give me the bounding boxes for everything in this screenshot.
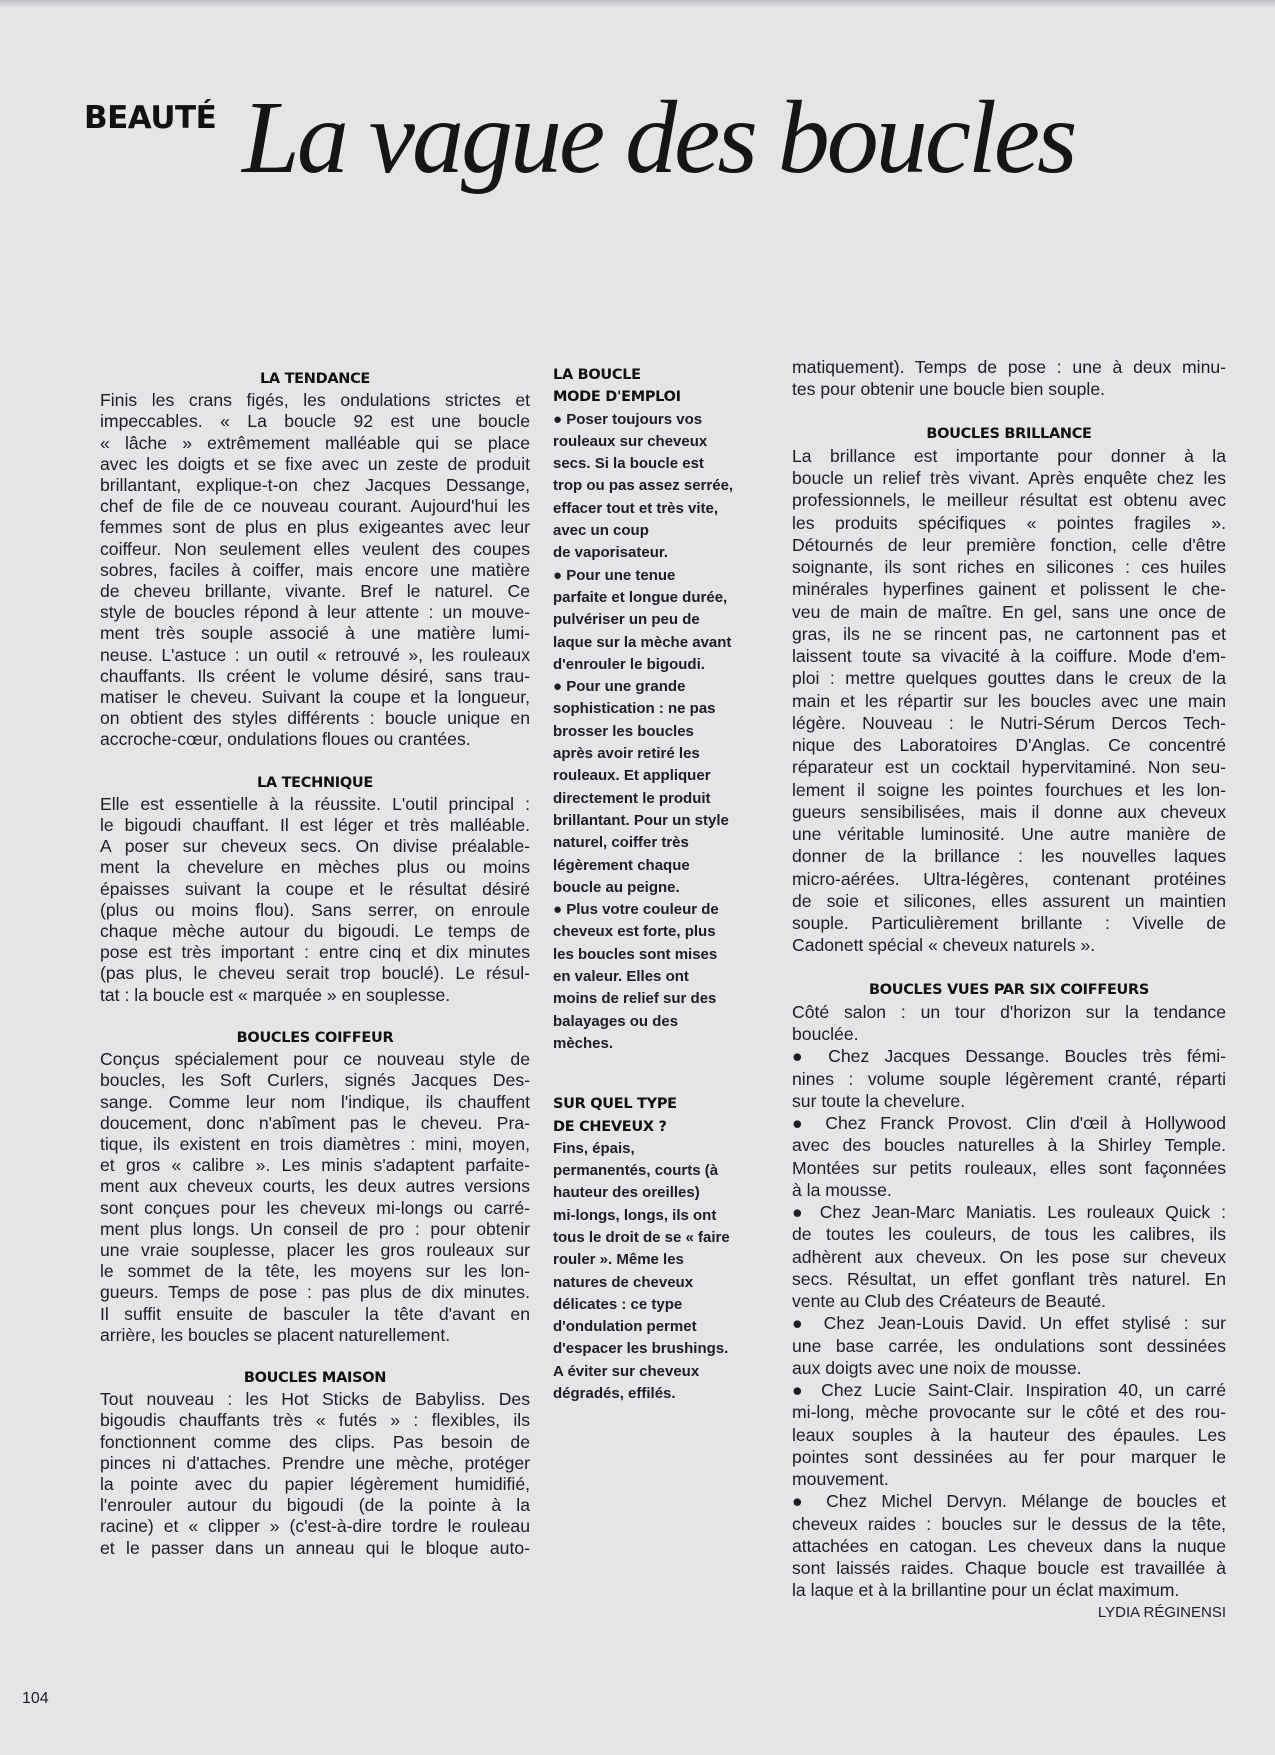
text-line: adhèrent aux cheveux. On les pose sur cheveux	[792, 1246, 1226, 1267]
text-line: laissent toute sa vivacité à la coiffure. Mode d'em-	[792, 646, 1226, 666]
text-line: en valeur. Elles ont	[553, 968, 689, 986]
text-line: souple. Particulièrement brillante : Vivelle de	[792, 913, 1226, 933]
text-line: mi-longs, longs, ils ont	[553, 1206, 717, 1224]
text-line: main et les répartir sur les boucles avec une main	[792, 690, 1226, 711]
text-line: micro-aérées. Ultra-légères, contenant protéines	[792, 868, 1226, 889]
text-line: réparateur est un cocktail hypervitaminé. Non seu-	[792, 757, 1226, 778]
text-line: épaisses suivant la coupe et le résultat désiré	[100, 878, 530, 899]
text-line: délicates : ce type	[553, 1295, 683, 1313]
text-line: pinces ni d'attaches. Prendre une mèche, protéger	[100, 1452, 530, 1473]
text-line: tes pour obtenir une boucle bien souple.	[792, 379, 1106, 400]
text-line: Cadonett spécial « cheveux naturels ».	[792, 935, 1096, 956]
text-line: soignante, ils sont riches en silicones : ces huiles	[792, 557, 1226, 577]
text-line: brillantant. Pour un style	[553, 811, 729, 829]
text-line: Conçus spécialement pour ce nouveau style de	[100, 1049, 530, 1070]
author-signature: LYDIA RÉGINENSI	[1097, 1603, 1226, 1621]
article-section	[100, 1368, 530, 1559]
text-line: mi-long, mèche provocante sur le côté et des rou-	[792, 1402, 1226, 1423]
text-line: Tout nouveau : les Hot Sticks de Babyliss. Des	[100, 1389, 530, 1410]
text-line: boucle au peigne.	[553, 878, 680, 896]
text-line: doucement, donc n'abîment pas le cheveu. Pra-	[100, 1112, 530, 1133]
text-line: parfaite et longue durée,	[553, 588, 728, 606]
text-line: ment plus longs. Un conseil de pro : pour obtenir	[100, 1218, 530, 1239]
text-line: brillantant, explique-t-on chez Jacques Dessange,	[100, 475, 530, 496]
text-line: ● Plus votre couleur de	[553, 901, 719, 919]
text-line: on obtient des styles différents : boucle unique en	[100, 708, 530, 729]
text-line: de vaporisateur.	[553, 544, 669, 562]
text-line: Elle est essentielle à la réussite. L'outil principal :	[100, 793, 530, 814]
text-line: le sommet de la tête, les moyens sur les lon-	[100, 1261, 530, 1282]
text-line: rouleaux. Et appliquer	[553, 767, 711, 785]
text-line: gueurs sensibilisées, mais il donne aux cheveux	[792, 801, 1226, 822]
text-line: d'espacer les brushings.	[553, 1340, 729, 1358]
text-line: leaux souples à la hauteur des épaules. Les	[792, 1424, 1226, 1445]
column-2-sidebar	[553, 364, 765, 1405]
text-line: balayages ou des	[553, 1012, 679, 1030]
text-line: tique, ils existent en trois diamètres : mini, moyen,	[100, 1133, 530, 1154]
text-line: ● Chez Franck Provost. Clin d'œil à Hollywood	[792, 1113, 1226, 1133]
text-line: ploi : mettre quelques gouttes dans le creux de la	[792, 668, 1226, 689]
text-line: fonctionnent comme des clips. Pas besoin de	[100, 1431, 530, 1452]
text-line: ● Chez Jean-Louis David. Un effet stylisé : sur	[792, 1313, 1226, 1334]
text-line: de cheveu brillante, vivante. Bref le naturel. Ce	[100, 581, 530, 602]
text-line: bouclée.	[792, 1024, 859, 1044]
article-section	[553, 364, 765, 1055]
text-line: naturel, coiffer très	[553, 834, 689, 852]
text-line: d'enrouler le bigoudi.	[553, 655, 705, 673]
column-1	[100, 369, 530, 1559]
article-section	[792, 979, 1226, 1602]
text-line: Détournés de leur première fonction, celle d'être	[792, 534, 1226, 555]
text-line: Finis les crans figés, les ondulations strictes et	[100, 390, 530, 411]
section-heading: BOUCLES BRILLANCE	[926, 425, 1092, 442]
text-line: accroche-cœur, ondulations floues ou crantées.	[100, 729, 471, 750]
text-line: (pas plus, le cheveu serait trop bouclé). Le résul-	[100, 963, 530, 984]
text-line: avec des boucles naturelles à la Shirley Temple.	[792, 1135, 1226, 1156]
text-line: boucle un relief très vivant. Après enquête chez les	[792, 468, 1226, 488]
text-line: mèches.	[553, 1034, 614, 1052]
text-line: rouleaux sur cheveux	[553, 432, 708, 450]
text-line: effacer tout et très vite,	[553, 499, 719, 517]
text-line: trop ou pas assez serrée,	[553, 477, 734, 495]
text-line: brosser les boucles	[553, 722, 694, 740]
section-heading: DE CHEVEUX ?	[553, 1118, 667, 1135]
article-section	[792, 356, 1226, 401]
text-line: neuse. L'astuce : un outil « retrouvé », les rouleaux	[100, 644, 530, 665]
text-line: gras, ils ne se rincent pas, ne cartonnent pas et	[792, 623, 1226, 644]
text-line: une vraie souplesse, placer les gros rouleaux sur	[100, 1239, 530, 1260]
text-line: la laque et à la brillantine pour un éclat maximum.	[792, 1580, 1180, 1601]
text-line: et gros « calibre ». Les minis s'adaptent parfaite-	[100, 1155, 530, 1176]
article-section	[553, 1093, 765, 1405]
text-line: d'ondulation permet	[553, 1318, 697, 1336]
text-line: style de boucles répond à leur attente : un mouve-	[100, 602, 530, 623]
text-line: pose est très important : entre cinq et dix minutes	[100, 942, 530, 963]
text-line: tous le droit de se « faire	[553, 1228, 730, 1246]
text-line: à la mousse.	[792, 1179, 892, 1200]
text-line: nines : volume souple légèrement cranté, réparti	[792, 1068, 1226, 1089]
text-line: ment aux cheveux courts, les deux autres versions	[100, 1176, 530, 1197]
page-number: 104	[22, 1690, 49, 1707]
text-line: pulvériser un peu de	[553, 611, 700, 629]
text-line: ment la chevelure en mèches plus ou moins	[100, 857, 530, 878]
text-line: sont conçues pour les cheveux mi-longs ou carré-	[100, 1197, 530, 1218]
text-line: une véritable luminosité. Une autre manière de	[792, 824, 1226, 844]
text-line: secs. Si la boucle est	[553, 455, 704, 473]
text-line: légère. Nouveau : le Nutri-Sérum Dercos Tech-	[792, 712, 1226, 733]
text-line: matiser le cheveu. Suivant la coupe et la longueur,	[100, 687, 530, 708]
article-title: La vague des boucles	[242, 80, 1075, 195]
text-line: ● Poser toujours vos	[553, 410, 703, 428]
text-line: Montées sur petits rouleaux, elles sont façonnées	[792, 1157, 1226, 1178]
text-line: avec les doigts et se fixe avec un zeste de produit	[100, 453, 530, 474]
text-line: le bigoudi chauffant. Il est léger et très malléable.	[100, 815, 530, 836]
text-line: minérales hyperfines gainent et polissent le che-	[792, 579, 1226, 600]
text-line: une base carrée, les ondulations sont dessinées	[792, 1335, 1226, 1356]
text-line: gueurs. Temps de pose : pas plus de dix minutes.	[100, 1282, 530, 1303]
text-line: A poser sur cheveux secs. On divise préalable-	[100, 836, 530, 857]
text-line: permanentés, courts (à	[553, 1162, 719, 1180]
text-line: (plus ou moins flou). Sans serrer, on enroule	[100, 899, 530, 920]
text-line: ● Pour une tenue	[553, 566, 676, 584]
text-line: et le passer dans un anneau qui le bloque auto-	[100, 1537, 530, 1558]
text-line: boucles, les Soft Curlers, signés Jacques Des-	[100, 1070, 530, 1091]
text-line: ● Pour une grande	[553, 678, 686, 696]
text-line: de toutes les couleurs, de tous les calibres, ils	[792, 1224, 1226, 1245]
text-line: attachées en catogan. Les cheveux dans la nuque	[792, 1535, 1226, 1556]
text-line: « lâche » extrêmement malléable qui se place	[100, 432, 530, 453]
text-line: tat : la boucle est « marquée » en souplesse.	[100, 984, 451, 1005]
text-line: nique des Laboratoires D'Anglas. Ce concentré	[792, 735, 1226, 755]
text-line: femmes sont de plus en plus exigeantes avec leur	[100, 517, 530, 538]
text-line: secs. Résultat, un effet gonflant très naturel. En	[792, 1268, 1226, 1289]
text-line: laque sur la mèche avant	[553, 633, 732, 651]
text-line: ● Chez Jacques Dessange. Boucles très fémi-	[792, 1046, 1226, 1067]
text-line: ment très souple associé à une matière lumi-	[100, 623, 530, 644]
text-line: chef de file de ce nouveau courant. Aujourd'hui les	[100, 496, 530, 517]
text-line: directement le produit	[553, 789, 711, 807]
text-line: mouvement.	[792, 1469, 889, 1489]
text-line: ● Chez Lucie Saint-Clair. Inspiration 40, un carré	[792, 1380, 1226, 1400]
text-line: sobres, faciles à coiffer, mais encore une matière	[100, 559, 530, 580]
section-heading: MODE D'EMPLOI	[553, 389, 681, 406]
text-line: cheveux est forte, plus	[553, 923, 716, 941]
text-line: racine) et « clipper » (c'est-à-dire tordre le rouleau	[100, 1516, 530, 1537]
text-line: sophistication : ne pas	[553, 700, 716, 718]
text-line: rouler ». Même les	[553, 1251, 684, 1269]
text-line: les produits spécifiques « pointes fragiles ».	[792, 512, 1226, 533]
text-line: dégradés, effilés.	[553, 1385, 676, 1403]
section-heading: BOUCLES COIFFEUR	[236, 1029, 394, 1046]
text-line: natures de cheveux	[553, 1273, 694, 1291]
text-line: lement il soigne les pointes fourchues et les lon-	[792, 779, 1226, 800]
text-line: Il suffit ensuite de basculer la tête d'avant en	[100, 1303, 530, 1324]
text-line: professionnels, le meilleur résultat est obtenu avec	[792, 490, 1226, 511]
text-line: Fins, épais,	[553, 1139, 635, 1157]
text-line: cheveux raides : boucles sur le dessus de la tête,	[792, 1513, 1226, 1534]
text-line: hauteur des oreilles)	[553, 1184, 700, 1202]
text-line: Côté salon : un tour d'horizon sur la tendance	[792, 1001, 1226, 1022]
text-line: la pointe avec du papier légèrement humidifié,	[100, 1473, 530, 1494]
text-line: de soie et silicones, elles assurent un maintien	[792, 890, 1226, 911]
section-heading: LA BOUCLE	[553, 367, 641, 383]
text-line: moins de relief sur des	[553, 990, 717, 1008]
text-line: coiffeur. Non seulement elles veulent des coupes	[100, 538, 530, 559]
article-section	[100, 773, 530, 1006]
text-line: sange. Comme leur nom l'indique, ils chauffent	[100, 1091, 530, 1112]
text-line: après avoir retiré les	[553, 745, 700, 763]
text-line: avec un coup	[553, 522, 649, 540]
article-section	[792, 423, 1226, 957]
section-heading: LA TECHNIQUE	[256, 774, 374, 791]
text-line: veu de main de maître. En gel, sans une once de	[792, 601, 1226, 622]
text-line: chauffants. Ils créent le volume désiré, sans trau-	[100, 665, 530, 686]
section-heading: BOUCLES VUES PAR SIX COIFFEURS	[868, 981, 1150, 998]
text-line: pointes sont dessinées au fer pour marquer le	[792, 1446, 1226, 1467]
text-line: La brillance est importante pour donner à la	[792, 445, 1226, 466]
section-heading: LA TENDANCE	[259, 371, 371, 387]
text-line: impeccables. « La boucle 92 est une boucle	[100, 411, 530, 432]
article-section	[100, 1028, 530, 1346]
text-line: donner de la brillance : les nouvelles laques	[792, 846, 1226, 867]
text-line: sont laissés raides. Chaque boucle est travaillée à	[792, 1558, 1226, 1578]
section-heading: BOUCLES MAISON	[243, 1369, 387, 1386]
text-line: arrière, les boucles se placent naturellement.	[100, 1324, 451, 1345]
text-line: A éviter sur cheveux	[553, 1362, 700, 1380]
text-line: chaque mèche autour du bigoudi. Le temps de	[100, 921, 530, 942]
text-line: matiquement). Temps de pose : une à deux minu-	[792, 357, 1226, 377]
text-line: bigoudis chauffants très « futés » : flexibles, ils	[100, 1410, 530, 1431]
text-line: ● Chez Michel Dervyn. Mélange de boucles et	[792, 1491, 1226, 1512]
column-3	[792, 356, 1226, 1624]
text-line: l'enrouler autour du bigoudi (de la pointe à la	[100, 1495, 530, 1516]
text-line: vente au Club des Créateurs de Beauté.	[792, 1291, 1106, 1311]
page-edge	[0, 0, 1275, 8]
section-heading: SUR QUEL TYPE	[553, 1096, 677, 1113]
text-line: ● Chez Jean-Marc Maniatis. Les rouleaux Quick :	[792, 1202, 1226, 1222]
text-line: les boucles sont mises	[553, 945, 718, 963]
text-line: aux doigts avec une noix de mousse.	[792, 1357, 1082, 1378]
text-line: légèrement chaque	[553, 856, 690, 874]
article-section	[100, 369, 530, 751]
text-line: sur toute la chevelure.	[792, 1090, 966, 1111]
section-rubric: BEAUTÉ	[84, 100, 217, 136]
